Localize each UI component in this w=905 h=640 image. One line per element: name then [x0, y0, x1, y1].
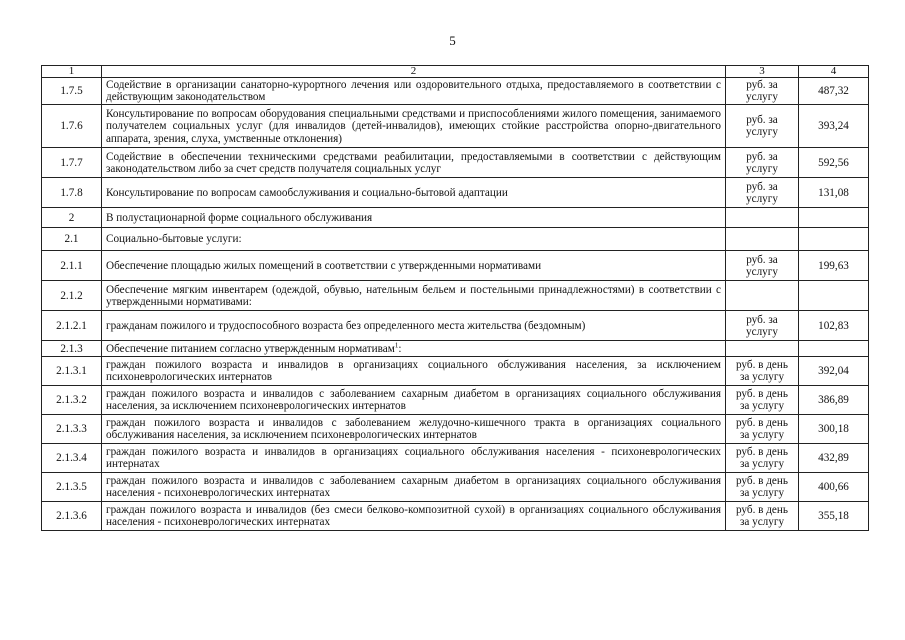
service-name: Консультирование по вопросам оборудования специальными средствами и приспособлениями жилого помещения, занимаемого получателем социальных услуг (для инвалидов (детей-инвалидов), имеющих стойкие расстройства опорно-двигательного аппарата, зрения, слуха, умственные отклонения) — [102, 105, 726, 148]
column-header-2: 2 — [102, 66, 726, 78]
table-row — [42, 251, 869, 281]
service-name: Обеспечение площадью жилых помещений в соответствии с утвержденными нормативами — [102, 251, 726, 281]
table-row — [42, 228, 869, 251]
unit-cell — [726, 228, 799, 251]
unit-cell: руб. за услугу — [726, 78, 799, 105]
price-cell: 355,18 — [799, 502, 869, 531]
price-cell: 392,04 — [799, 357, 869, 386]
unit-cell: руб. за услугу — [726, 311, 799, 341]
table-row — [42, 502, 869, 531]
price-cell — [799, 341, 869, 357]
table-row — [42, 105, 869, 148]
table-row — [42, 178, 869, 208]
footnote-mark: 1 — [394, 341, 399, 350]
table-row — [42, 78, 869, 105]
tariff-table — [41, 65, 869, 531]
service-name — [102, 341, 726, 357]
column-header-3: 3 — [726, 66, 799, 78]
service-name: Содействие в обеспечении техническими средствами реабилитации, предоставляемыми в соответствии с действующим законодательством либо за счет средств получателя социальных услуг — [102, 148, 726, 178]
row-number: 2.1.3.2 — [42, 386, 102, 415]
service-name: граждан пожилого возраста и инвалидов с заболеванием сахарным диабетом в организациях социального обслуживания населения, за исключением психоневрологических интернатов — [102, 386, 726, 415]
table-row — [42, 311, 869, 341]
table-row — [42, 473, 869, 502]
row-number: 2.1 — [42, 228, 102, 251]
unit-cell — [726, 281, 799, 311]
row-number: 2.1.3.3 — [42, 415, 102, 444]
unit-cell: руб. в день за услугу — [726, 357, 799, 386]
table-row — [42, 444, 869, 473]
price-cell — [799, 228, 869, 251]
row-number: 2.1.3 — [42, 341, 102, 357]
row-number: 1.7.5 — [42, 78, 102, 105]
unit-cell: руб. в день за услугу — [726, 386, 799, 415]
service-name: граждан пожилого возраста и инвалидов (без смеси белково-композитной сухой) в организациях социального обслуживания населения - психоневрологических интернатах — [102, 502, 726, 531]
row-number: 1.7.7 — [42, 148, 102, 178]
table-row — [42, 341, 869, 357]
unit-cell: руб. за услугу — [726, 148, 799, 178]
price-cell: 487,32 — [799, 78, 869, 105]
row-number: 2.1.2 — [42, 281, 102, 311]
price-cell: 199,63 — [799, 251, 869, 281]
price-cell: 300,18 — [799, 415, 869, 444]
service-name: гражданам пожилого и трудоспособного возраста без определенного места жительства (бездомным) — [102, 311, 726, 341]
service-name-text: Обеспечение питанием согласно утвержденным нормативам — [106, 342, 395, 355]
unit-cell: руб. за услугу — [726, 178, 799, 208]
service-name: граждан пожилого возраста и инвалидов в организациях социального обслуживания населения - психоневрологических интернатах — [102, 444, 726, 473]
table-row — [42, 357, 869, 386]
unit-cell: руб. в день за услугу — [726, 502, 799, 531]
price-cell: 592,56 — [799, 148, 869, 178]
price-cell: 393,24 — [799, 105, 869, 148]
row-number: 2.1.3.1 — [42, 357, 102, 386]
table-row — [42, 415, 869, 444]
page-number: 5 — [449, 33, 456, 48]
service-name: Консультирование по вопросам самообслуживания и социально-бытовой адаптации — [102, 178, 726, 208]
price-cell: 386,89 — [799, 386, 869, 415]
service-name: Обеспечение мягким инвентарем (одеждой, обувью, нательным бельем и постельными принадлежностями) в соответствии с утвержденными нормативами: — [102, 281, 726, 311]
table-row — [42, 386, 869, 415]
service-name: граждан пожилого возраста и инвалидов с заболеванием сахарным диабетом в организациях социального обслуживания населения - психоневрологических интернатах — [102, 473, 726, 502]
unit-cell: руб. за услугу — [726, 251, 799, 281]
unit-cell: руб. в день за услугу — [726, 444, 799, 473]
price-cell: 432,89 — [799, 444, 869, 473]
service-name: Содействие в организации санаторно-курортного лечения или оздоровительного отдыха, предоставляемого в соответствии с действующим законодательством — [102, 78, 726, 105]
price-cell — [799, 281, 869, 311]
table-row — [42, 148, 869, 178]
row-number: 2.1.2.1 — [42, 311, 102, 341]
unit-cell: руб. в день за услугу — [726, 473, 799, 502]
service-name-tail: : — [398, 342, 402, 355]
price-cell: 131,08 — [799, 178, 869, 208]
price-cell: 102,83 — [799, 311, 869, 341]
section-title: Социально-бытовые услуги: — [102, 228, 726, 251]
price-cell — [799, 208, 869, 228]
table-header-row — [42, 66, 869, 78]
unit-cell: руб. за услугу — [726, 105, 799, 148]
table-row — [42, 208, 869, 228]
service-name: граждан пожилого возраста и инвалидов с заболеванием желудочно-кишечного тракта в организациях социального обслуживания населения, за исключением психоневрологических интернатов — [102, 415, 726, 444]
row-number: 1.7.8 — [42, 178, 102, 208]
unit-cell — [726, 341, 799, 357]
table-row — [42, 281, 869, 311]
row-number: 2.1.3.6 — [42, 502, 102, 531]
unit-cell: руб. в день за услугу — [726, 415, 799, 444]
column-header-4: 4 — [799, 66, 869, 78]
row-number: 2.1.3.5 — [42, 473, 102, 502]
price-cell: 400,66 — [799, 473, 869, 502]
unit-cell — [726, 208, 799, 228]
column-header-1: 1 — [42, 66, 102, 78]
service-name: граждан пожилого возраста и инвалидов в организациях социального обслуживания населения, за исключением психоневрологических интернатов — [102, 357, 726, 386]
section-title: В полустационарной форме социального обслуживания — [102, 208, 726, 228]
row-number: 1.7.6 — [42, 105, 102, 148]
row-number: 2 — [42, 208, 102, 228]
row-number: 2.1.3.4 — [42, 444, 102, 473]
row-number: 2.1.1 — [42, 251, 102, 281]
